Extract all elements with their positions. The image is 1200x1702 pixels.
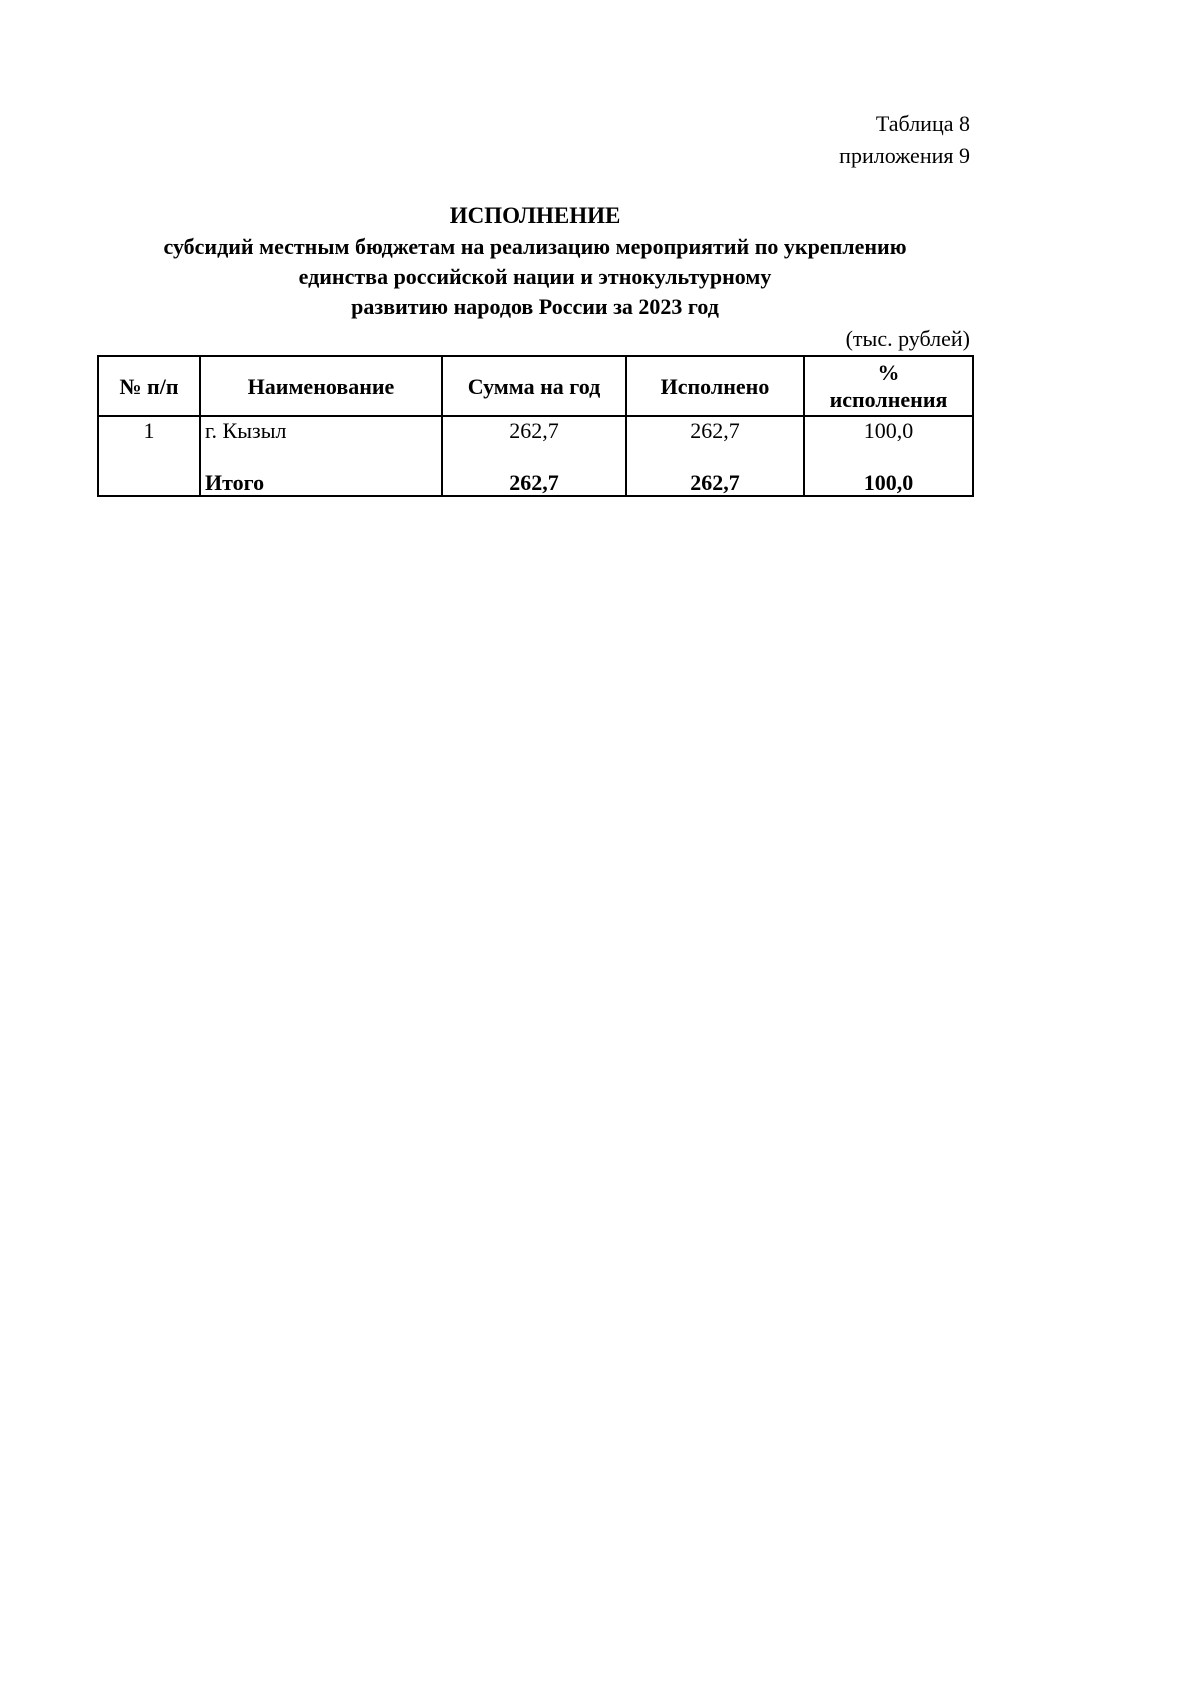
title-line-1: субсидий местным бюджетам на реализацию мероприятий по укреплению bbox=[163, 234, 907, 259]
cell-percent: 100,0 bbox=[804, 416, 973, 465]
cell-total-annual-sum: 262,7 bbox=[442, 465, 626, 496]
percent-label: исполнения bbox=[829, 387, 948, 412]
units-label: (тыс. рублей) bbox=[845, 326, 970, 351]
column-header-executed: Исполнено bbox=[626, 356, 804, 416]
cell-number: 1 bbox=[98, 416, 200, 465]
table-total-row bbox=[98, 465, 973, 496]
cell-annual-sum: 262,7 bbox=[442, 416, 626, 465]
table-number: Таблица 8 bbox=[875, 111, 970, 136]
column-header-name: Наименование bbox=[200, 356, 442, 416]
title-main: ИСПОЛНЕНИЕ bbox=[449, 203, 621, 228]
cell-total-label: Итого bbox=[200, 465, 442, 496]
table-header-row bbox=[98, 356, 973, 416]
column-header-number: № п/п bbox=[98, 356, 200, 416]
title-line-2: единства российской нации и этнокультурному bbox=[298, 264, 772, 289]
cell-name: г. Кызыл bbox=[200, 416, 442, 465]
appendix-number: приложения 9 bbox=[839, 143, 970, 168]
cell-executed: 262,7 bbox=[626, 416, 804, 465]
table-row bbox=[98, 416, 973, 465]
column-header-percent bbox=[804, 356, 973, 416]
column-header-annual-sum: Сумма на год bbox=[442, 356, 626, 416]
document-title bbox=[98, 200, 972, 322]
percent-sign: % bbox=[877, 360, 900, 385]
cell-total-executed: 262,7 bbox=[626, 465, 804, 496]
execution-table bbox=[97, 355, 974, 497]
cell-total-percent: 100,0 bbox=[804, 465, 973, 496]
cell-total-number bbox=[98, 465, 200, 496]
title-line-3: развитию народов России за 2023 год bbox=[351, 294, 719, 319]
document-reference bbox=[839, 108, 970, 172]
